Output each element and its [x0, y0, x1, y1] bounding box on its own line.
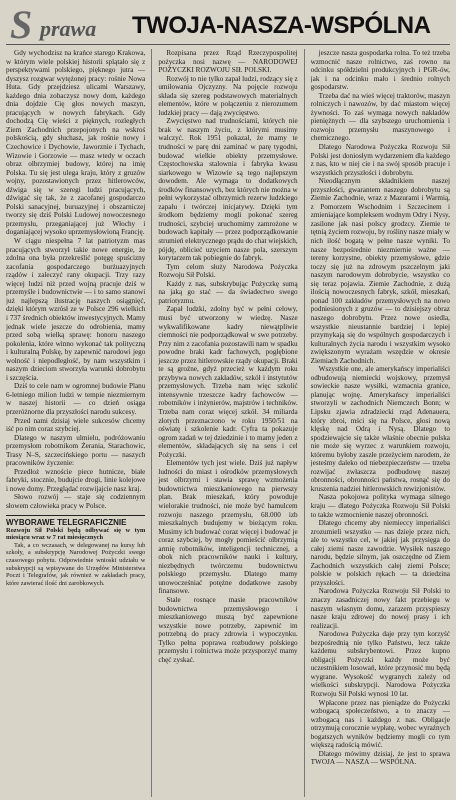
article-paragraph: Tym celom służy Narodowa Pożyczka Rozwoju Sił Polski.	[158, 262, 298, 280]
telegram-title: WYBORAWE TELEGRAFICZNIE	[6, 517, 127, 527]
article-columns	[6, 49, 450, 797]
article-paragraph: Stale rosnące masie pracowników budownictwa przemysłowego i mieszkaniowego muszą być zapewnione wszystkie nowe potrzeby, zapewnić im potrzebną do pracy zdrowia i wypoczynku. Tylko pełna poprawa rozbudowy polskiego przemysłu i rolnictwa może przysporzyć mamy chęć zyskać.	[158, 596, 298, 664]
column-2-paragraphs	[158, 49, 297, 664]
column-2	[158, 49, 297, 797]
column-1-paragraphs	[6, 49, 145, 511]
article-paragraph: Rozpisana przez Rząd Rzeczypospolitej pożyczka nosi nazwę — NARODOWEJ POŻYCZKI ROZWOJU SIŁ POLSKI.	[158, 49, 298, 75]
article-paragraph: Wpłacone przez nas pieniądze do Pożyczki wzbogacą społeczeństwo, a to znaczy — wzbogacą nas i każdego z nas. Obligacje otrzymują corocznie wypłatę, wobec wyraźnych bogatszych wyników będziemy mogli co tym większą radością mówić.	[310, 698, 450, 750]
column-1	[6, 49, 145, 797]
article-paragraph: Dlatego w naszym ulmielu, podróżowaniu przemysłom robotnikom Żerania, Starachowic, Trasy N–S, szczecińskiego portu — naszych pracowników życzenie:	[6, 433, 146, 468]
article-paragraph: Dlatego chcemy aby niemieccy imperialiści zrozumieli wszystko — nas dzieje przez nich, ale to wszystko cel, w jakiej jak przysięga do całej ziemi nasze zawodzie. Wysiłek naszego narodu, będzie silnym, jak oszczędne od Ziem Zachodnich wszystkich całej ziemi Polsce; polskie w polskich rękach — ta dziedzina przyszłości.	[310, 519, 450, 587]
article-paragraph: Elementów tych jest wiele. Dziś już napływ ludności do miast i ośrodków przemysłowych jest olbrzymi i stawia sprawę wzmożenia budownictwa mieszkaniowego na pierwszy plan. Brak mieszkań, który powoduje wielorakie trudności, nie może być hamulcem rozwoju naszego przemysłu, 68.000 izb mieszkalnych budujemy w bieżącym roku. Musimy ich budować coraz więcej i budować je coraz szybciej, by mogły pomieścić olbrzymią armię robotników, inteligencji technicznej, a obok nich pracowników nauki i kultury, niezbędnych twórczemu budownictwu polskiego przemysłu. Dlatego mamy unowocześniać potężne dodatkowe zasoby finansowe.	[158, 459, 298, 596]
article-paragraph: Narodowa Pożyczka Rozwoju Sił Polski to znaczy zasadniczej nowy fakt przebiegu w naszym własnym domu, zarazem przyspieszy nasze kraju zdrowej do nowej prasy i ich realizacji.	[310, 587, 450, 630]
article-paragraph: Każdy z nas, subskrybując Pożyczkę sumą na jaką go stać — da świadectwo swego patriotyzmu.	[158, 279, 298, 305]
headline-initial: S	[10, 2, 33, 47]
article-paragraph: Nasza pokojowa polityka wymaga silnego kraju — dlatego Pożyczka Rozwoju Sił Polski to także wzmocnienie naszej obronności.	[310, 493, 450, 519]
article-paragraph: Rozwój to nie tylko zapał ludzi, rodzący się z umiłowania Ojczyzny. Na pojęcie rozwoju składa się szereg podstawowych materialnych elementów, które w połączeniu z nierozumem ludzkiej pracy — dają zwycięstwo.	[158, 74, 298, 117]
article-paragraph: Trzeba dać na wieś więcej traktorów, maszyn rolniczych i nawozów, by dać miastom więcej żywności. To zaś wymaga nowych nakładów pieniężnych — dla szybszego uruchomienia i rozwoju przemysłu maszynowego i chemicznego.	[310, 91, 450, 143]
article-paragraph: Dlatego mówimy dzisiaj, że jest to sprawa TWOJA — NASZA — WSPÓLNA.	[310, 749, 450, 767]
article-paragraph: Słowo rozwój — staje się codziennym słowem człowieka pracy w Polsce.	[6, 493, 146, 510]
article-paragraph: jeszcze nasza gospodarka rolna. To też trzeba wzmocnić nasze rolnictwo, zaś rowno na odcinku spółdzielni produkcyjnych i PGR-ów, jak i na odcinku mało i średnio rolnych gospodarstw.	[310, 49, 450, 92]
article-paragraph: W ciągu niespełna 7 lat patriotyzm mas pracujących stworzył takie nowe energie, że zdolna ona była przekreślić potęgę spuścizny zacofania gospodarczego burżuazyjnych rządów i zaleczyć rany okupacji. Trzy razy więcej ludzi niż przed wojną pracuje dziś w przemyśle i budownictwie — i to samo stanowi już najlepszą ilustrację naszych osiągnięć, dzięki którym wzrósł ze w Polsce 296 wielkich i 737 średnich obiektów inwestycyjnych. Mamy jednak wiele jeszcze do odrobienia, mamy przed sobą wielką sprawę: honoru naszego pokolenia, które winno wykonać tak polityczną i kulturalną Polskę, by zapewnić narodowi jego wolność i niepodległość, by nam wszystkim i naszym dzieciom stworzyła warunki dobrobytu i szczęścia.	[6, 237, 146, 382]
column-3-paragraphs	[311, 49, 450, 767]
article-paragraph: Nieodłącznym składnikiem naszej przyszłości, gwarantem naszego dobrobytu są Ziemie Zachodnie, wraz z Mazurami i Warmią, z Pomorzem Wschodnim i Szczecinem i zmieniające kompleksem wodnym Odry i Nysy, zasilone jak nasi polscy grodzcy. Ziemie te tętnią życiem rozwoju, by rośliny nasze miały w nich ilość bogatą w pełne nasze wyniki. To nasze bezpośrednie niezmiernie ważne — tereny korzystne, obiekty przemysłowe, gdzie toczy się już na zdrowym pszczelnym jaki naszym narodowym dobrobycie, wszystko co się teraz pojawia. Ziemie Zachodnie, z dużą ilością nowoczesnych fabryk, szkół, mieszkań, ponad 100 zakładów przemysłowych na nowo podniesionych z gruzów — to dzisiejszy obraz naszego dobrobytu. Przez nowe osiedla, wszystkie nieustannie bardziej i lepiej przymykają się do wspólnych gospodarczych i kulturalnych życia narodu i wszystkim wysoko zwiększonym wyrażam wszędzie w okresie Ziemiach Zachodnich.	[310, 177, 450, 365]
headline-slogan: TWOJA-NASZA-WSPÓLNA	[132, 12, 431, 39]
article-paragraph: Zwycięstwo nad trudnościami, których nie brak w naszym życiu, z którymi musimy walczyć. Rok 1951 pokazał, że mamy te trudności w parę dni zaminać w parę tygodni, budować wielkie obiekty przemysłowe. Częstochowska stalownia i fabryka kwasu siarkowego w Wizowie są tego najlepszym dowodem. Ale wymaga to dodatkowych środków finansowych, bez których nie można w pełni wykorzystać olbrzymich rezerw ludzkiego zapału i twórczej inicjatywy. Dzięki tym środkom będziemy mogli pokonać szereg trudności, szybciej uruchomimy zamrożone w budowach kapitały — przez podporządkowanie strumień elektrycznego prądu do chat wiejskich, pójdę, oblicieć uzyciem nasze pola, szerszym korytarzem tak pobiegnie do fabryk.	[158, 117, 298, 263]
article-paragraph: Dziś to cele nam w ogromnej budowie Planu 6-letniego milion ludzi w tempie niezmiernym w naszej historii — co dzień osiąga przeróżnorne dla przyszłości narodu sukcesy.	[6, 382, 146, 416]
telegram-box	[6, 515, 145, 588]
headline	[6, 4, 450, 45]
article-paragraph: Przedłoż wznoście piece hutnicze, białe fabryki, stocznie, budujcie drogi, linie kolejowe i nowe domy. Przeglądać rozwijajcie nasz kraj.	[6, 467, 146, 493]
article-paragraph: Gdy wychodzisz na krańce starego Krakowa, w którym wiele polskiej historii splątało się z perspektywami polskiego, pięknego jutra — dyszysz rozgwar wytężonej pracy: rośnie Nowa Huta. Gdy przejdziesz ulicami Warszawy, każdego dnia zobaczysz nowy dom, każdego dnia dojdzie Cię głos nowych maszyn, pracujących w nowych fabrykach. Gdy dochodzą Cię wieści z pięknych, rozległych Ziem Zachodnich przepojonych na wskroś polskością, gdy słuchasz, jak rośnie nowy i Czechowice i Dychowie, Jaworznie i Tychach, Wizowie i Gorzowie — masz wtedy w oczach obraz olbrzymiej budowy, której na imię Polska. Tu się jest ulega kraju, który z gruzów wojny, pozostawionych przez hitlerowców, dźwiga się w szeregi ludzi pracujących, dźwigać się tak, że z zacofanej gospodarczo Polski sanacyjnej, buruazyjnej i obszarniczej tworzy się dziś Polski Ludowej nowoczesnego przemysłu, przeganiającej już Włochy i doganiającej wysoko uprzemysłowioną Francję.	[6, 49, 146, 237]
article-paragraph: Wszystkie one, ale amerykańscy imperialiści odbudowują niemiecki wojskowy, przemysł sowieckie nasze wysiłki, wzmacnia granice, planując wojnę. Amerykańscy imperialiści stworzyli w zachodnich Niemczech Bonn; w Lipsku zjawia zdradziecki rząd Adenauera, który zbroi, mści się na Polsce, głosi nową klęskę nad Odrą i Nysą. Dlatego to spodziewajcie się także właśnie obecnie polska nie może się wyrzec z warunkiem rozwoju, któremu byłoby zaszłe przeżyciem narodem, że jesteśmy daleko od niebezpieczeństw — trzeba rozwijać zwłaszcza podbudowę naszej obronności, obronności państwa, rosnąć się do kruszenia nadziei hitlerowskich rewizjonistów.	[310, 365, 450, 493]
article-paragraph: Dlatego Narodowa Pożyczka Rozwoju Sił Polski jest doniosłym wydarzeniem dla każdego z nas, kto w niej cie i na swój sposób pracuje i wszystkich przyszłości i dobrobytu.	[310, 143, 450, 177]
article-paragraph: Narodowa Pożyczka daje przy tym korzyść bezpośrednią nie tylko Państwu, lecz także każdemu subskrybentowi. Przez kupno obligacji Pożyczki każdy może być uczestnikiem losowań, które przynosić mu będą wygrane. Wysokość wygranych zależy od wielkości subskrypcji. Narodowa Pożyczka Rozwoju Sił Polski wynosi 10 lat.	[310, 630, 450, 699]
article-paragraph: Przed nami dzisiaj wiele sukcesów chcemy iść po nim coraz szybciej.	[6, 416, 146, 434]
column-divider	[151, 49, 152, 797]
telegram-body: Tak, a co wczasach, w delegowanej na kursy lub szkoły, a subskrypcję Narodowej Pożyczki swego czasowego pobytu. Odpowiednie wnioski udziału w subskrypcji są wpisywane do Urzędów Ministerstwa Poczt i Telegrafów, jak również w zakładach pracy, które zawierać ilość dni zarobkowych.	[6, 541, 146, 587]
headline-prefix: prawa	[40, 16, 97, 41]
column-divider	[304, 49, 305, 797]
telegram-lead: Rozwoju Sił Polski będą odbywać się w tym miesiącu wraz w 7 rat miesięcznych	[6, 526, 146, 542]
column-3	[311, 49, 450, 797]
article-paragraph: Zapał ludzki, zdolny być w pełni celowy, musi być utworzony w wiedzę. Nasze wykwalifikowane kadry niewątpliwie ciemności nie podporządkował w swe potrzeby. Przy nim z zacofania pozostawili nam w spadku powodne braki kadr fachowych, pogłębione jeszcze przez hitlerowskie rządy okupacji. Braki te są groźne, gdyż przecież w każdym roku przybywa nowych zakładów, szkół i instytutów przemysłowych. Trzeba nam więc szkolić intensywnie trzeszcze kadry fachowców — robotników i inżynierów, majstrów i techników. Trzeba nam coraz więcej szkół. 34 miliarda złotych przeznaczono w roku 1950/51 na oświatę i szkolenie kadr. Cyfra ta pokazuje ogrom zadań w tej dziedzinie i to mamy jeden z elementów, składających się na sens i cel Pożyczki.	[158, 305, 298, 459]
